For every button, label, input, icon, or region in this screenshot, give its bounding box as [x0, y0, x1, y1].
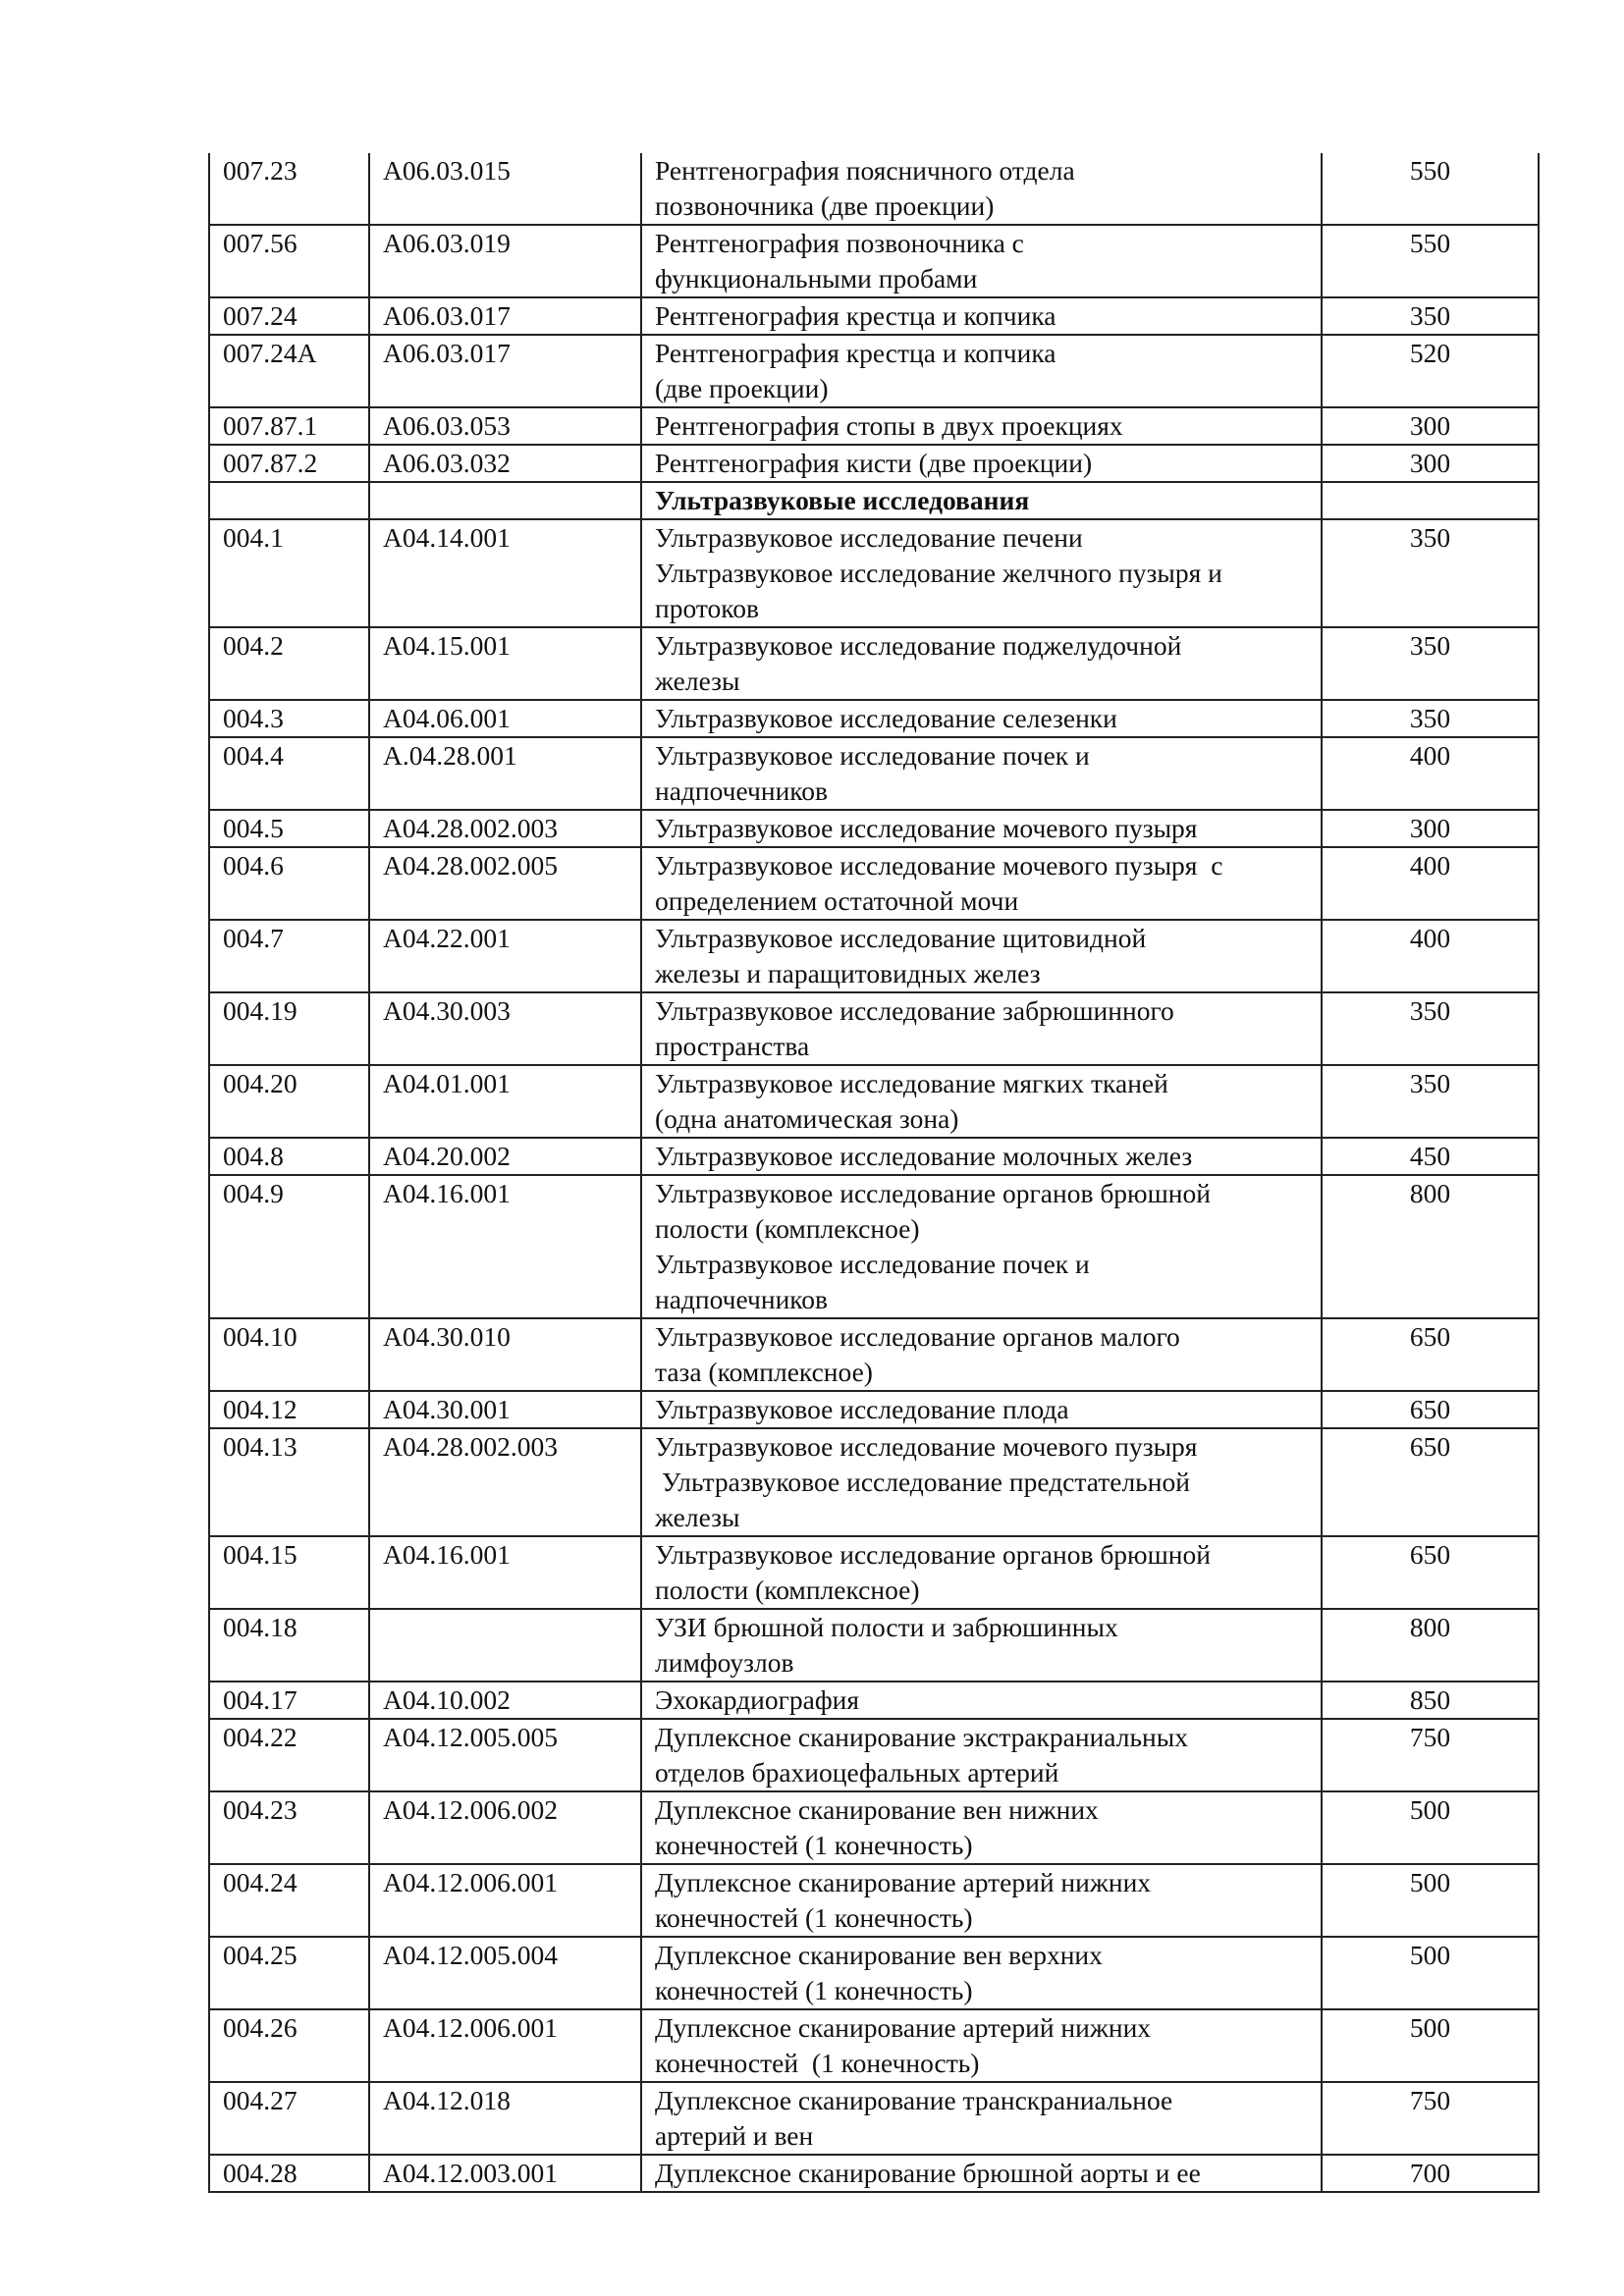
service-name-cell [641, 1318, 1322, 1391]
service-code-cell: A04.30.010 [369, 1318, 641, 1391]
service-name-line: Ультразвуковое исследование почек и [655, 1249, 1090, 1279]
service-number-cell: 004.3 [209, 700, 369, 737]
service-code-cell: A04.12.006.001 [369, 1864, 641, 1937]
service-name-line: конечностей (1 конечность) [655, 1975, 973, 2005]
service-number-cell: 004.6 [209, 847, 369, 920]
service-number-cell: 004.24 [209, 1864, 369, 1937]
service-name-cell [641, 810, 1322, 847]
service-code-cell: A04.30.003 [369, 992, 641, 1065]
price-cell: 300 [1322, 445, 1539, 482]
service-name-line: протоков [655, 593, 759, 623]
service-name-line: Ультразвуковые исследования [655, 485, 1030, 515]
table-row [209, 1065, 1539, 1138]
service-name-cell [641, 2009, 1322, 2082]
price-cell: 350 [1322, 519, 1539, 627]
table-row [209, 1138, 1539, 1175]
service-name-cell [641, 2155, 1322, 2192]
service-code-cell: A04.14.001 [369, 519, 641, 627]
service-name-line: Рентгенография кисти (две проекции) [655, 448, 1093, 478]
price-cell: 450 [1322, 1138, 1539, 1175]
table-row [209, 1391, 1539, 1428]
price-cell: 750 [1322, 1719, 1539, 1791]
service-code-cell: A04.12.005.005 [369, 1719, 641, 1791]
table-row [209, 1791, 1539, 1864]
service-number-cell: 004.19 [209, 992, 369, 1065]
service-number-cell: 007.87.1 [209, 407, 369, 445]
service-name-line: функциональными пробами [655, 263, 978, 294]
table-row [209, 2082, 1539, 2155]
service-code-cell: A06.03.017 [369, 297, 641, 335]
service-name-cell [641, 1791, 1322, 1864]
service-code-cell: A04.22.001 [369, 920, 641, 992]
price-cell: 500 [1322, 2009, 1539, 2082]
service-number-cell [209, 482, 369, 519]
table-row [209, 1682, 1539, 1719]
service-code-cell: A04.20.002 [369, 1138, 641, 1175]
service-number-cell: 004.25 [209, 1937, 369, 2009]
service-code-cell: A04.16.001 [369, 1536, 641, 1609]
price-cell [1322, 482, 1539, 519]
service-name-cell [641, 1428, 1322, 1536]
service-number-cell: 004.26 [209, 2009, 369, 2082]
price-cell: 650 [1322, 1428, 1539, 1536]
service-name-cell [641, 1391, 1322, 1428]
service-name-line: Рентгенография стопы в двух проекциях [655, 410, 1123, 441]
service-name-line: Ультразвуковое исследование щитовидной [655, 923, 1147, 953]
service-name-line: лимфоузлов [655, 1647, 794, 1678]
price-table [208, 153, 1540, 2193]
table-row [209, 627, 1539, 700]
service-name-line: железы [655, 666, 740, 696]
service-name-line: таза (комплексное) [655, 1357, 873, 1387]
table-row [209, 1937, 1539, 2009]
service-name-line: определением остаточной мочи [655, 885, 1019, 916]
service-name-line: (одна анатомическая зона) [655, 1103, 959, 1134]
table-row [209, 445, 1539, 482]
service-name-cell [641, 737, 1322, 810]
price-cell: 500 [1322, 1791, 1539, 1864]
service-name-cell [641, 2082, 1322, 2155]
table-row [209, 1428, 1539, 1536]
price-cell: 800 [1322, 1609, 1539, 1682]
service-name-line: Ультразвуковое исследование желчного пузыря и [655, 558, 1222, 588]
service-name-cell [641, 225, 1322, 297]
service-number-cell: 004.18 [209, 1609, 369, 1682]
service-code-cell: A04.12.006.002 [369, 1791, 641, 1864]
price-cell: 300 [1322, 407, 1539, 445]
service-name-line: конечностей (1 конечность) [655, 2048, 980, 2078]
table-row [209, 992, 1539, 1065]
section-header-row [209, 482, 1539, 519]
service-name-cell [641, 1065, 1322, 1138]
price-cell: 500 [1322, 1937, 1539, 2009]
service-name-cell [641, 445, 1322, 482]
service-name-cell [641, 992, 1322, 1065]
table-row [209, 2009, 1539, 2082]
price-cell: 350 [1322, 297, 1539, 335]
service-name-cell [641, 335, 1322, 407]
service-name-line: Ультразвуковое исследование почек и [655, 740, 1090, 771]
service-name-line: Ультразвуковое исследование молочных желез [655, 1141, 1193, 1171]
service-name-line: Ультразвуковое исследование печени [655, 522, 1083, 553]
service-name-line: Дуплексное сканирование брюшной аорты и ее [655, 2158, 1201, 2188]
service-name-line: Ультразвуковое исследование органов брюшной [655, 1539, 1211, 1570]
price-cell: 650 [1322, 1391, 1539, 1428]
service-name-line: железы [655, 1502, 740, 1532]
service-code-cell: A06.03.015 [369, 153, 641, 225]
service-number-cell: 004.10 [209, 1318, 369, 1391]
service-name-cell [641, 1937, 1322, 2009]
service-code-cell: A04.28.002.003 [369, 1428, 641, 1536]
price-cell: 400 [1322, 737, 1539, 810]
service-name-line: полости (комплексное) [655, 1213, 920, 1244]
service-number-cell: 004.20 [209, 1065, 369, 1138]
service-code-cell: A06.03.019 [369, 225, 641, 297]
price-cell: 350 [1322, 992, 1539, 1065]
service-name-cell [641, 407, 1322, 445]
service-code-cell [369, 482, 641, 519]
service-name-line: Рентгенография крестца и копчика [655, 338, 1056, 368]
service-code-cell: A04.12.005.004 [369, 1937, 641, 2009]
service-number-cell: 004.27 [209, 2082, 369, 2155]
price-cell: 400 [1322, 847, 1539, 920]
table-row [209, 1609, 1539, 1682]
service-number-cell: 007.56 [209, 225, 369, 297]
service-name-line: Дуплексное сканирование артерий нижних [655, 1867, 1152, 1897]
service-code-cell: A06.03.032 [369, 445, 641, 482]
service-code-cell: A04.10.002 [369, 1682, 641, 1719]
service-code-cell [369, 1609, 641, 1682]
table-row [209, 810, 1539, 847]
service-name-line: Рентгенография поясничного отдела [655, 155, 1075, 186]
service-name-line: Ультразвуковое исследование поджелудочной [655, 630, 1182, 661]
table-row [209, 407, 1539, 445]
service-name-line: Ультразвуковое исследование мочевого пузыря [655, 1431, 1198, 1462]
service-code-cell: A04.16.001 [369, 1175, 641, 1318]
service-code-cell: A.04.28.001 [369, 737, 641, 810]
service-code-cell: A04.01.001 [369, 1065, 641, 1138]
price-cell: 700 [1322, 2155, 1539, 2192]
service-name-line: Дуплексное сканирование вен верхних [655, 1940, 1103, 1970]
service-number-cell: 004.22 [209, 1719, 369, 1791]
service-name-cell [641, 153, 1322, 225]
service-code-cell: A04.12.003.001 [369, 2155, 641, 2192]
service-name-line: позвоночника (две проекции) [655, 190, 995, 221]
table-row [209, 1536, 1539, 1609]
service-name-line: надпочечников [655, 1284, 828, 1314]
service-name-cell [641, 1682, 1322, 1719]
service-number-cell: 004.17 [209, 1682, 369, 1719]
service-name-cell [641, 920, 1322, 992]
service-code-cell: A06.03.053 [369, 407, 641, 445]
service-number-cell: 004.13 [209, 1428, 369, 1536]
service-name-line: Дуплексное сканирование артерий нижних [655, 2012, 1152, 2043]
service-number-cell: 004.7 [209, 920, 369, 992]
service-number-cell: 004.4 [209, 737, 369, 810]
service-name-cell [641, 1138, 1322, 1175]
service-name-line: Ультразвуковое исследование органов брюшной [655, 1178, 1211, 1208]
price-cell: 800 [1322, 1175, 1539, 1318]
service-name-line: артерий и вен [655, 2120, 814, 2151]
price-cell: 350 [1322, 700, 1539, 737]
service-code-cell: A04.28.002.005 [369, 847, 641, 920]
service-name-line: Ультразвуковое исследование селезенки [655, 703, 1117, 733]
service-name-line: Дуплексное сканирование вен нижних [655, 1794, 1099, 1825]
table-row [209, 920, 1539, 992]
service-name-cell [641, 519, 1322, 627]
service-name-cell [641, 1609, 1322, 1682]
service-code-cell: A04.12.018 [369, 2082, 641, 2155]
service-code-cell: A04.30.001 [369, 1391, 641, 1428]
table-row [209, 335, 1539, 407]
service-number-cell: 004.9 [209, 1175, 369, 1318]
service-name-line: (две проекции) [655, 373, 829, 403]
price-cell: 550 [1322, 225, 1539, 297]
service-name-line: Рентгенография крестца и копчика [655, 300, 1056, 331]
table-body [209, 153, 1539, 2192]
service-name-line: Ультразвуковое исследование мочевого пузыря с [655, 850, 1223, 881]
service-number-cell: 004.28 [209, 2155, 369, 2192]
service-number-cell: 007.24 [209, 297, 369, 335]
table-row [209, 737, 1539, 810]
service-name-line: Ультразвуковое исследование мочевого пузыря [655, 813, 1198, 843]
service-number-cell: 004.23 [209, 1791, 369, 1864]
service-name-line: Дуплексное сканирование транскраниальное [655, 2085, 1173, 2115]
service-name-cell [641, 847, 1322, 920]
service-number-cell: 004.5 [209, 810, 369, 847]
service-name-line: Дуплексное сканирование экстракраниальных [655, 1722, 1188, 1752]
table-row [209, 1175, 1539, 1318]
service-name-cell [641, 297, 1322, 335]
service-name-line: Рентгенография позвоночника с [655, 228, 1024, 258]
service-name-line: конечностей (1 конечность) [655, 1830, 973, 1860]
service-name-line: конечностей (1 конечность) [655, 1902, 973, 1933]
service-code-cell: A04.28.002.003 [369, 810, 641, 847]
table-row [209, 700, 1539, 737]
service-name-line: отделов брахиоцефальных артерий [655, 1757, 1059, 1788]
service-number-cell: 004.15 [209, 1536, 369, 1609]
service-number-cell: 007.24А [209, 335, 369, 407]
service-name-line: Ультразвуковое исследование забрюшинного [655, 995, 1174, 1026]
service-name-line: Ультразвуковое исследование органов малого [655, 1321, 1180, 1352]
price-cell: 400 [1322, 920, 1539, 992]
table-row [209, 1719, 1539, 1791]
service-name-line: Ультразвуковое исследование мягких тканей [655, 1068, 1168, 1098]
service-number-cell: 007.23 [209, 153, 369, 225]
price-cell: 750 [1322, 2082, 1539, 2155]
service-name-line: надпочечников [655, 775, 828, 806]
table-row [209, 225, 1539, 297]
service-name-cell [641, 1175, 1322, 1318]
service-name-cell [641, 1864, 1322, 1937]
price-cell: 300 [1322, 810, 1539, 847]
section-title [641, 482, 1322, 519]
table-row [209, 519, 1539, 627]
price-cell: 850 [1322, 1682, 1539, 1719]
service-code-cell: A06.03.017 [369, 335, 641, 407]
service-number-cell: 007.87.2 [209, 445, 369, 482]
price-cell: 650 [1322, 1318, 1539, 1391]
service-name-line: Ультразвуковое исследование плода [655, 1394, 1069, 1424]
table-row [209, 1318, 1539, 1391]
service-name-cell [641, 1719, 1322, 1791]
service-name-line: УЗИ брюшной полости и забрюшинных [655, 1612, 1118, 1642]
service-name-cell [641, 627, 1322, 700]
service-name-cell [641, 700, 1322, 737]
service-name-line: полости (комплексное) [655, 1575, 920, 1605]
service-name-line: пространства [655, 1031, 810, 1061]
service-name-line: Эхокардиография [655, 1684, 860, 1715]
table-row [209, 2155, 1539, 2192]
service-code-cell: A04.15.001 [369, 627, 641, 700]
service-number-cell: 004.2 [209, 627, 369, 700]
price-cell: 520 [1322, 335, 1539, 407]
service-number-cell: 004.8 [209, 1138, 369, 1175]
table-row [209, 153, 1539, 225]
service-name-cell [641, 1536, 1322, 1609]
price-cell: 350 [1322, 1065, 1539, 1138]
price-cell: 500 [1322, 1864, 1539, 1937]
price-cell: 350 [1322, 627, 1539, 700]
table-row [209, 297, 1539, 335]
price-cell: 550 [1322, 153, 1539, 225]
service-name-line: железы и паращитовидных желез [655, 958, 1041, 988]
table-row [209, 1864, 1539, 1937]
service-code-cell: A04.06.001 [369, 700, 641, 737]
service-code-cell: A04.12.006.001 [369, 2009, 641, 2082]
service-number-cell: 004.12 [209, 1391, 369, 1428]
table-row [209, 847, 1539, 920]
service-number-cell: 004.1 [209, 519, 369, 627]
service-name-line: Ультразвуковое исследование предстательной [655, 1467, 1190, 1497]
price-cell: 650 [1322, 1536, 1539, 1609]
